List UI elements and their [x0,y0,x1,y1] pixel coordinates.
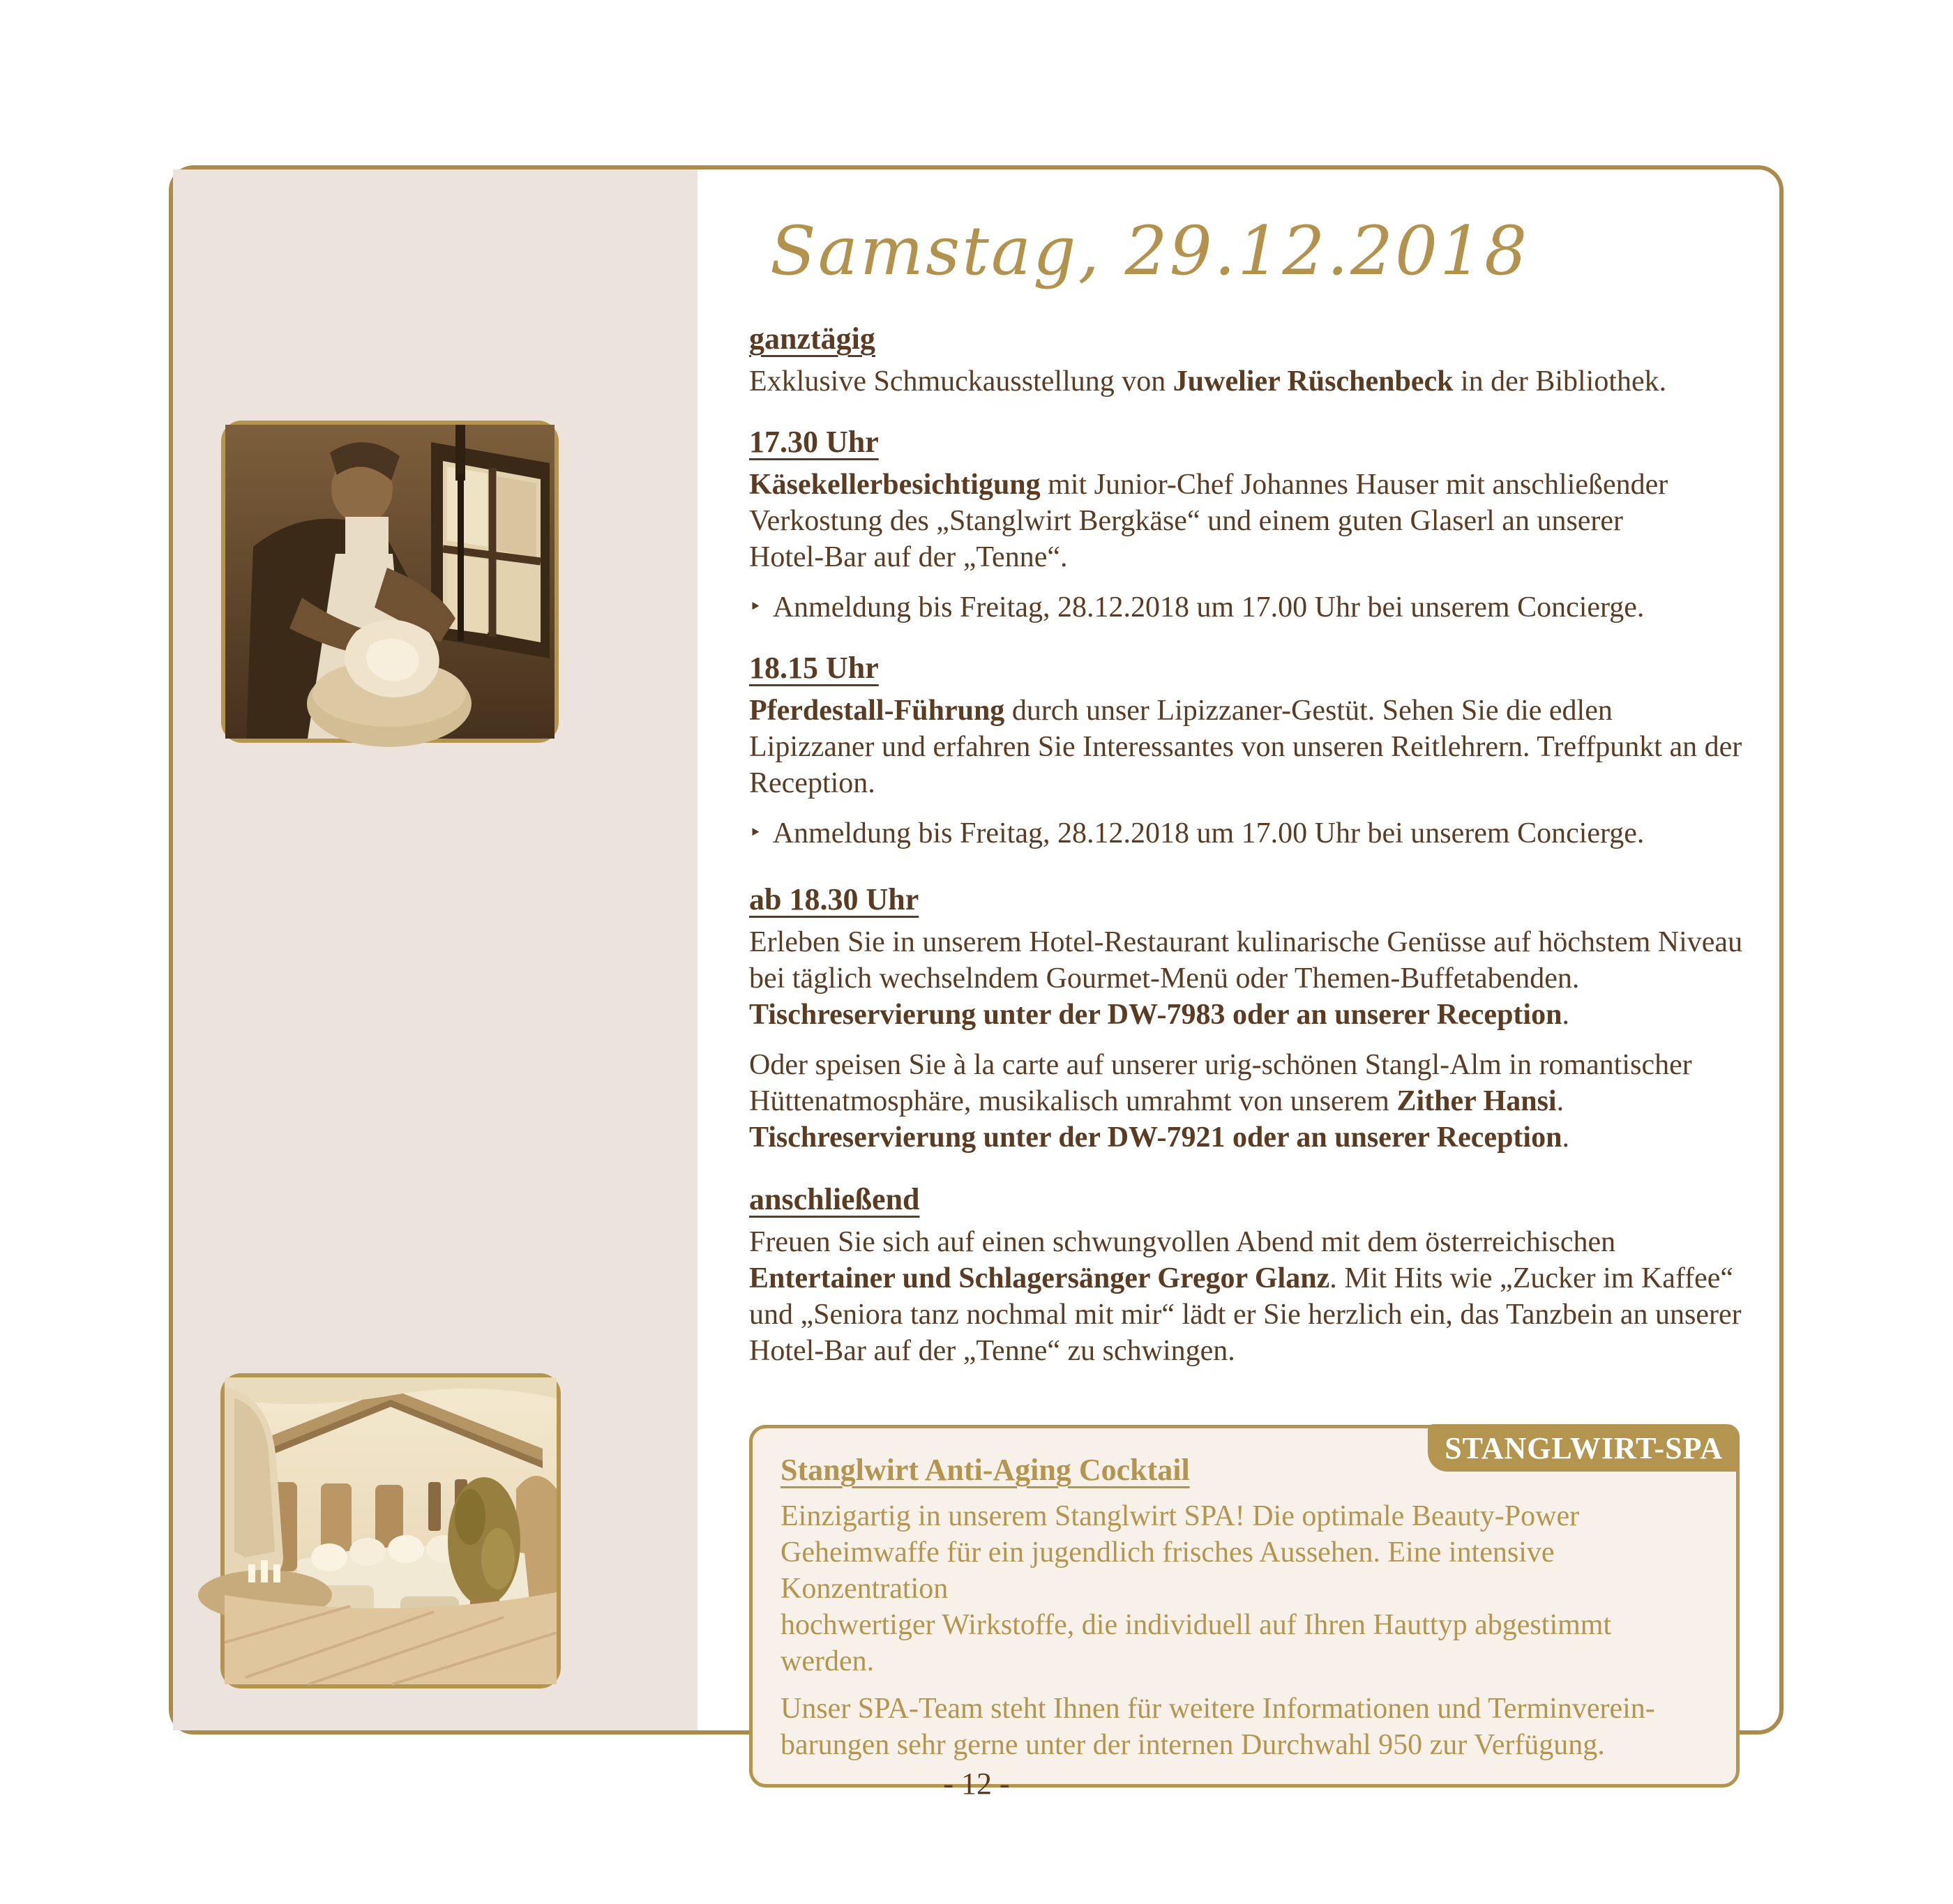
triangle-bullet-icon: ‣ [749,821,762,845]
event-paragraph: Erleben Sie in unserem Hotel-Restaurant kulinarische Genüsse auf höchstem Niveau bei täglich wechselndem Gourmet-Menü oder Themen-Buffetabenden. Tischreservierung unter der DW-7983 oder an unserer Reception. [749,926,1743,1031]
spa-lounge-illustration [225,1377,557,1684]
event-section [749,651,1788,852]
spa-box-paragraphs [781,1498,1711,1763]
cheese-cellar-photo [221,421,559,743]
program-page-card [169,165,1784,1761]
triangle-bullet-icon: ‣ [749,595,762,619]
daily-program-content [749,206,1788,1788]
event-paragraph: Oder speisen Sie à la carte auf unserer urig-schönen Stangl-Alm in romantischer Hüttenatmosphäre, musikalisch umrahmt von unserem Zither Hansi. Tischreservierung unter der DW-7921 oder an unserer Reception. [749,1049,1692,1154]
spa-lounge-photo [220,1373,561,1688]
event-section [749,425,1788,626]
event-paragraph: Exklusive Schmuckausstellung von Juwelier Rüschenbeck in der Bibliothek. [749,365,1667,398]
event-time-heading: ganztägig [749,322,875,356]
spa-badge: STANGLWIRT-SPA [1428,1424,1740,1472]
event-time-heading: anschließend [749,1182,920,1216]
sections [749,322,1788,1369]
event-paragraph: Freuen Sie sich auf einen schwungvollen Abend mit dem österreichischen Entertainer und Schlagersänger Gregor Glanz. Mit Hits wie „Zucker im Kaffee“ und „Seniora tanz nochmal mit mir“ lädt er Sie herzlich ein, das Tanzbein an unserer Hotel-Bar auf der „Tenne“ zu schwingen. [749,1226,1742,1367]
event-section [749,322,1788,400]
event-section [749,1182,1788,1369]
signup-note: ‣ Anmeldung bis Freitag, 28.12.2018 um 17.00 Uhr bei unserem Concierge. [749,591,1645,624]
cheese-making-illustration [225,425,555,739]
signup-note: ‣ Anmeldung bis Freitag, 28.12.2018 um 17.00 Uhr bei unserem Concierge. [749,817,1645,849]
event-time-heading: ab 18.30 Uhr [749,882,919,916]
event-paragraph: Käsekellerbesichtigung mit Junior-Chef Johannes Hauser mit anschließender Verkostung des „Stanglwirt Bergkäse“ und einem guten Glaserl an unserer Hotel-Bar auf der „Tenne“. [749,469,1668,573]
page-number: - 12 - [943,1767,1010,1801]
event-time-heading: 18.15 Uhr [749,651,879,685]
spa-offer-title: Stanglwirt Anti-Aging Cocktail [781,1453,1190,1487]
page-title-date: Samstag, 29.12.2018 [770,212,1530,290]
event-section [749,882,1788,1156]
spa-offer-box [749,1425,1740,1788]
spa-paragraph: Unser SPA-Team steht Ihnen für weitere Informationen und Terminverein- barungen sehr gerne unter der internen Durchwahl 950 zur Verfügung. [781,1693,1655,1761]
spa-paragraph: Einzigartig in unserem Stanglwirt SPA! Die optimale Beauty-Power Geheimwaffe für ein jugendlich frisches Aussehen. Eine intensive Konzentration hochwertiger Wirkstoffe, die individuell auf Ihren Hauttyp abgestimmt werden. [781,1500,1612,1677]
event-time-heading: 17.30 Uhr [749,425,879,459]
event-paragraph: Pferdestall-Führung durch unser Lipizzaner-Gestüt. Sehen Sie die edlen Lipizzaner und erfahren Sie Interessantes von unseren Reitlehrern. Treffpunkt an der Reception. [749,695,1742,799]
